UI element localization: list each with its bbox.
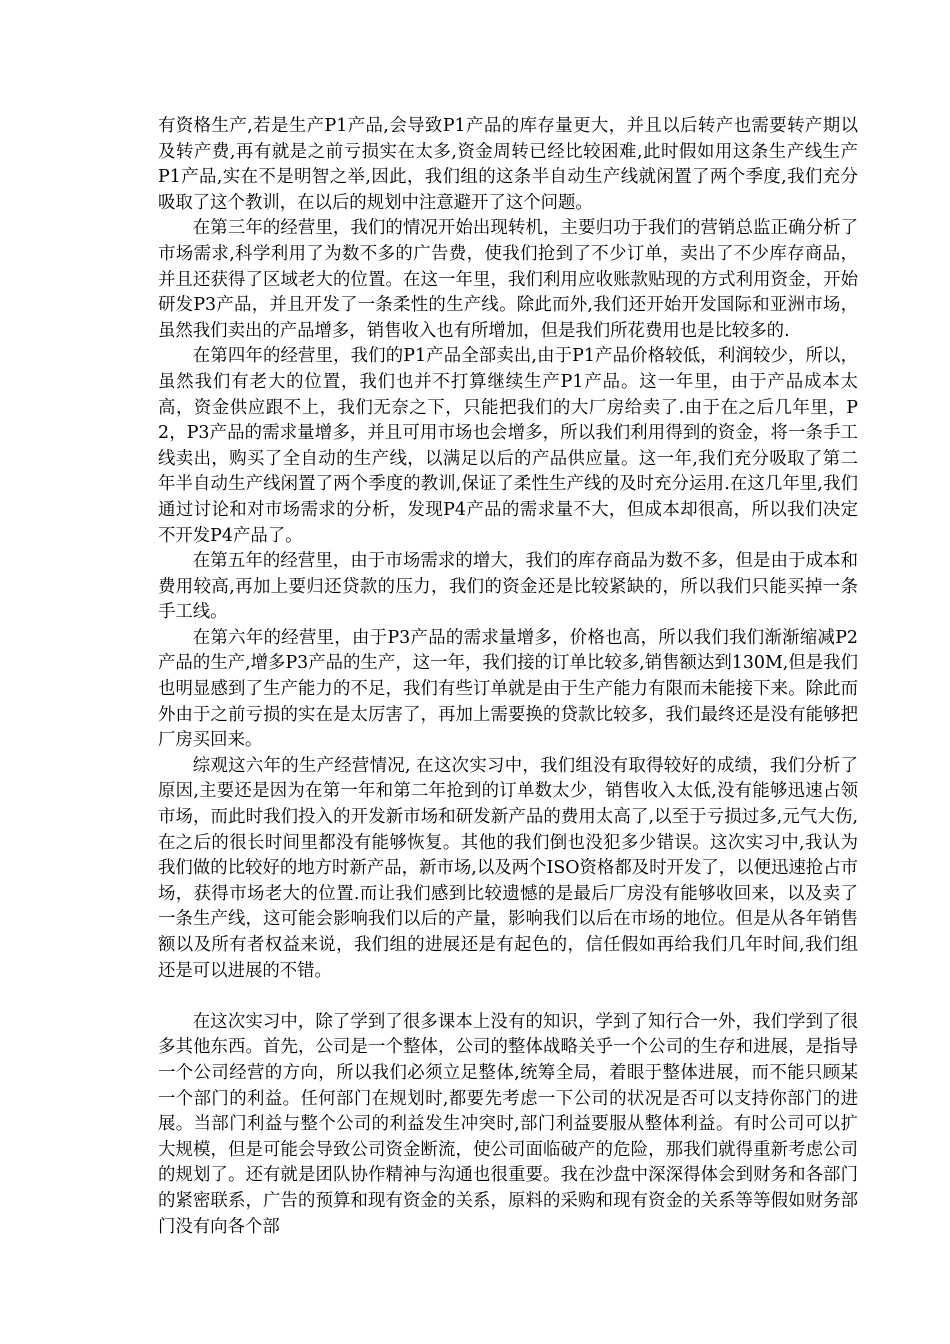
paragraph-5: 在第六年的经营里，由于P3产品的需求量增多，价格也高，所以我们我们渐渐缩减P2产品的生产,增多P3产品的生产，这一年，我们接的订单比较多,销售额达到130M,但是我们也明显感到了生产能力的不足，我们有些订单就是由于生产能力有限而未能接下来。除此而外由于之前亏损的实在是太厉害了，再加上需要换的贷款比较多，我们最终还是没有能够把厂房买回来。 <box>158 627 858 751</box>
paragraph-1: 有资格生产,若是生产P1产品,会导致P1产品的库存量更大，并且以后转产也需要转产期以及转产费,再有就是之前亏损实在太多,资金周转已经比较困难,此时假如用这条生产线生产P1产品,实在不是明智之举,因此，我们组的这条半自动生产线就闲置了两个季度,我们充分吸取了这个教训，在以后的规划中注意避开了这个问题。 <box>158 116 858 213</box>
paragraph-6: 综观这六年的生产经营情况, 在这次实习中，我们组没有取得较好的成绩，我们分析了原因,主要还是因为在第一年和第二年抢到的订单数太少，销售收入太低,没有能够迅速占领市场，而此时我们投入的开发新市场和研发新产品的费用太高了,以至于亏损过多,元气大伤,在之后的很长时间里都没有能够恢复。其他的我们倒也没犯多少错误。这次实习中,我认为我们做的比较好的地方时新产品，新市场,以及两个ISO资格都及时开发了，以便迅速抢占市场，获得市场老大的位置.而让我们感到比较遗憾的是最后厂房没有能够收回来，以及卖了一条生产线，这可能会影响我们以后的产量，影响我们以后在市场的地位。但是从各年销售额以及所有者权益来说，我们组的进展还是有起色的，信任假如再给我们几年时间,我们组还是可以进展的不错。 <box>158 755 858 981</box>
paragraph-2: 在第三年的经营里，我们的情况开始出现转机，主要归功于我们的营销总监正确分析了市场需求,科学利用了为数不多的广告费，使我们抢到了不少订单，卖出了不少库存商品，并且还获得了区域老大的位置。在这一年里，我们利用应收账款贴现的方式利用资金，开始研发P3产品，并且开发了一条柔性的生产线。除此而外,我们还开始开发国际和亚洲市场，虽然我们卖出的产品增多，销售收入也有所增加，但是我们所花费用也是比较多的. <box>158 218 858 341</box>
paragraph-3: 在第四年的经营里，我们的P1产品全部卖出,由于P1产品价格较低，利润较少，所以，虽然我们有老大的位置，我们也并不打算继续生产P1产品。这一年里，由于产品成本太高，资金供应跟不上，我们无奈之下，只能把我们的大厂房给卖了.由于在之后几年里，P 2，P3产品的需求量增多，并且可用市场也会增多，所以我们利用得到的资金，将一条手工线卖出，购买了全自动的生产线，以满足以后的产品供应量。这一年,我们充分吸取了第二年半自动生产线闲置了两个季度的教训,保证了柔性生产线的及时充分运用.在这几年里,我们通过讨论和对市场需求的分析，发现P4产品的需求量不大，但成本却很高，所以我们决定不开发P4产品了。 <box>158 346 858 546</box>
paragraph-7: 在这次实习中，除了学到了很多课本上没有的知识，学到了知行合一外，我们学到了很多其他东西。首先，公司是一个整体，公司的整体战略关乎一个公司的生存和进展，是指导一个公司经营的方向，所以我们必须立足整体,统筹全局，着眼于整体进展，而不能只顾某一个部门的利益。任何部门在规划时,都要先考虑一下公司的状况是否可以支持你部门的进展。当部门利益与整个公司的利益发生冲突时,部门利益要服从整体利益。有时公司可以扩大规模，但是可能会导致公司资金断流，使公司面临破产的危险，那我们就得重新考虑公司的规划了。还有就是团队协作精神与沟通也很重要。我在沙盘中深深得体会到财务和各部门的紧密联系，广告的预算和现有资金的关系，原料的采购和现有资金的关系等等假如财务部门没有向各个部 <box>158 1011 858 1237</box>
paragraph-4: 在第五年的经营里，由于市场需求的增大，我们的库存商品为数不多，但是由于成本和费用较高,再加上要归还贷款的压力，我们的资金还是比较紧缺的，所以我们只能买掉一条手工线。 <box>158 551 858 623</box>
blank-line <box>158 984 858 1010</box>
document-body <box>158 114 858 1240</box>
